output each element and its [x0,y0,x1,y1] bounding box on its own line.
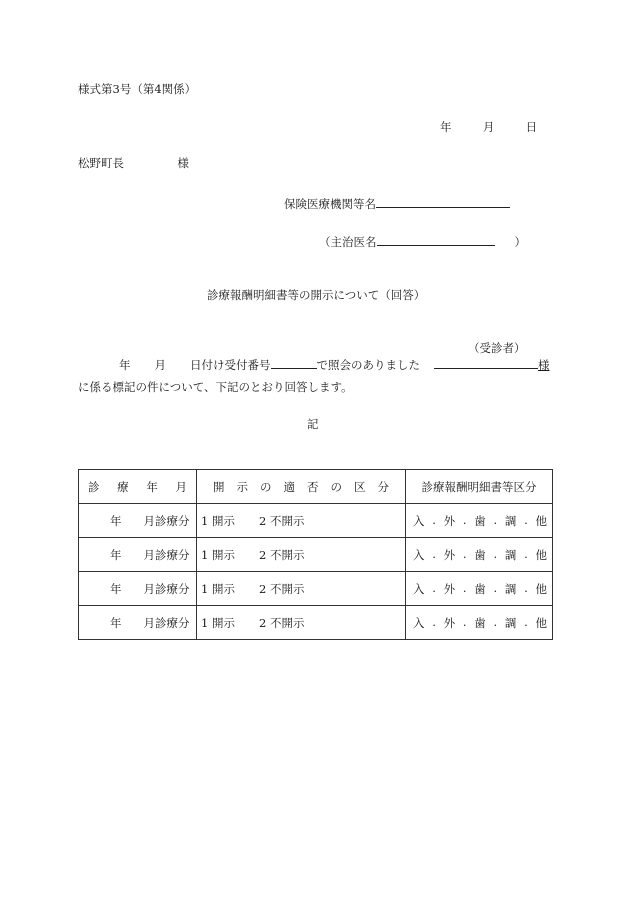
body-line-1 [119,355,550,373]
header-disclosure-char: の [330,479,342,494]
row-month: 月診療分 [143,581,190,596]
category-sep: . [462,546,467,561]
form-number: 様式第3号（第4関係） [78,82,197,96]
period-cell [79,538,197,572]
inquiry-text: で照会のありました [316,358,420,372]
row-month: 月診療分 [143,615,190,630]
date-day: 日 [525,120,538,134]
header-period-char: 年 [146,479,158,494]
header-disclosure-char: 区 [354,479,366,494]
patient-honorific: 様 [538,358,550,372]
category-sep: . [493,512,498,527]
header-disclosure-char: 否 [307,479,319,494]
disclosure-cell [197,504,406,538]
header-disclosure [197,470,406,504]
category-item: 歯 [474,581,486,596]
category-sep: . [462,580,467,595]
date-line [440,119,537,135]
row-year: 年 [110,513,122,528]
category-item: 他 [535,547,547,562]
category-item: 入 [413,581,425,596]
table-row [79,504,553,538]
category-sep: . [524,580,528,595]
row-year: 年 [110,615,122,630]
header-category-label: 診療報酬明細書等区分 [421,479,537,494]
category-sep: . [432,580,436,595]
date-year: 年 [440,120,452,134]
category-cell [406,606,553,640]
category-item: 調 [504,615,517,630]
header-disclosure-char: 開 [213,479,225,494]
category-cell [406,572,553,606]
table-row [79,606,553,640]
header-disclosure-char: の [260,479,272,494]
page-title: 診療報酬明細書等の開示について（回答） [207,288,426,302]
category-sep: . [493,546,498,561]
option-nondisclose: 2 不開示 [258,615,305,630]
period-cell [79,504,197,538]
row-month: 月診療分 [143,547,190,562]
addressee-honorific: 様 [177,156,189,170]
institution-blank [376,194,510,208]
category-item: 他 [535,513,547,528]
option-nondisclose: 2 不開示 [258,547,305,562]
addressee [78,155,189,171]
header-disclosure-char: 分 [377,479,389,494]
table-header-row [79,470,553,504]
body-month: 月 [154,358,166,372]
period-cell [79,572,197,606]
addressee-name: 松野町長 [78,156,124,170]
category-item: 歯 [474,547,486,562]
header-period [79,470,197,504]
option-nondisclose: 2 不開示 [258,581,305,596]
disclosure-cell [197,606,406,640]
body-year: 年 [119,358,131,372]
header-period-char: 診 [88,479,100,494]
receipt-number-blank [271,355,317,369]
header-disclosure-char: 示 [236,479,248,494]
row-year: 年 [110,547,122,562]
institution-label: 保険医療機関等名 [284,197,376,211]
option-disclose: 1 開示 [201,615,235,630]
institution-line [284,194,510,212]
category-sep: . [462,512,467,527]
disclosure-table [78,469,553,640]
category-item: 外 [443,547,456,562]
header-period-char: 月 [175,479,187,494]
patient-label: （受診者） [468,341,526,355]
period-cell [79,606,197,640]
receipt-label: 日付け受付番号 [190,358,271,372]
category-sep: . [432,546,436,561]
category-item: 歯 [474,615,486,630]
category-item: 他 [535,581,547,596]
header-category [406,470,553,504]
category-sep: . [524,546,528,561]
doctor-close: ） [514,235,526,249]
doctor-blank [377,232,495,246]
category-sep: . [493,580,498,595]
row-month: 月診療分 [143,513,190,528]
ki-heading: 記 [307,417,319,431]
option-disclose: 1 開示 [201,581,235,596]
category-cell [406,504,553,538]
table-row [79,572,553,606]
option-disclose: 1 開示 [201,547,235,562]
doctor-line [319,232,526,250]
category-sep: . [432,512,436,527]
category-item: 調 [504,547,517,562]
category-sep: . [493,614,498,629]
category-item: 外 [443,513,456,528]
header-period-char: 療 [117,479,129,494]
disclosure-cell [197,538,406,572]
category-item: 外 [443,581,456,596]
doctor-label: （主治医名 [319,235,377,249]
category-item: 調 [504,581,517,596]
category-sep: . [432,614,436,629]
category-item: 入 [413,547,425,562]
category-sep: . [462,614,467,629]
category-sep: . [524,614,528,629]
category-item: 入 [413,615,425,630]
category-item: 歯 [474,513,486,528]
table-row [79,538,553,572]
category-sep: . [524,512,528,527]
date-month: 月 [482,120,495,134]
category-item: 他 [535,615,547,630]
category-item: 入 [413,513,425,528]
category-item: 外 [443,615,456,630]
body-line-2: に係る標記の件について、下記のとおり回答します。 [78,380,353,394]
header-disclosure-char: 適 [283,479,295,494]
row-year: 年 [110,581,122,596]
option-nondisclose: 2 不開示 [258,513,305,528]
category-item: 調 [504,513,517,528]
category-cell [406,538,553,572]
patient-name-blank [434,355,538,369]
option-disclose: 1 開示 [201,513,235,528]
disclosure-cell [197,572,406,606]
